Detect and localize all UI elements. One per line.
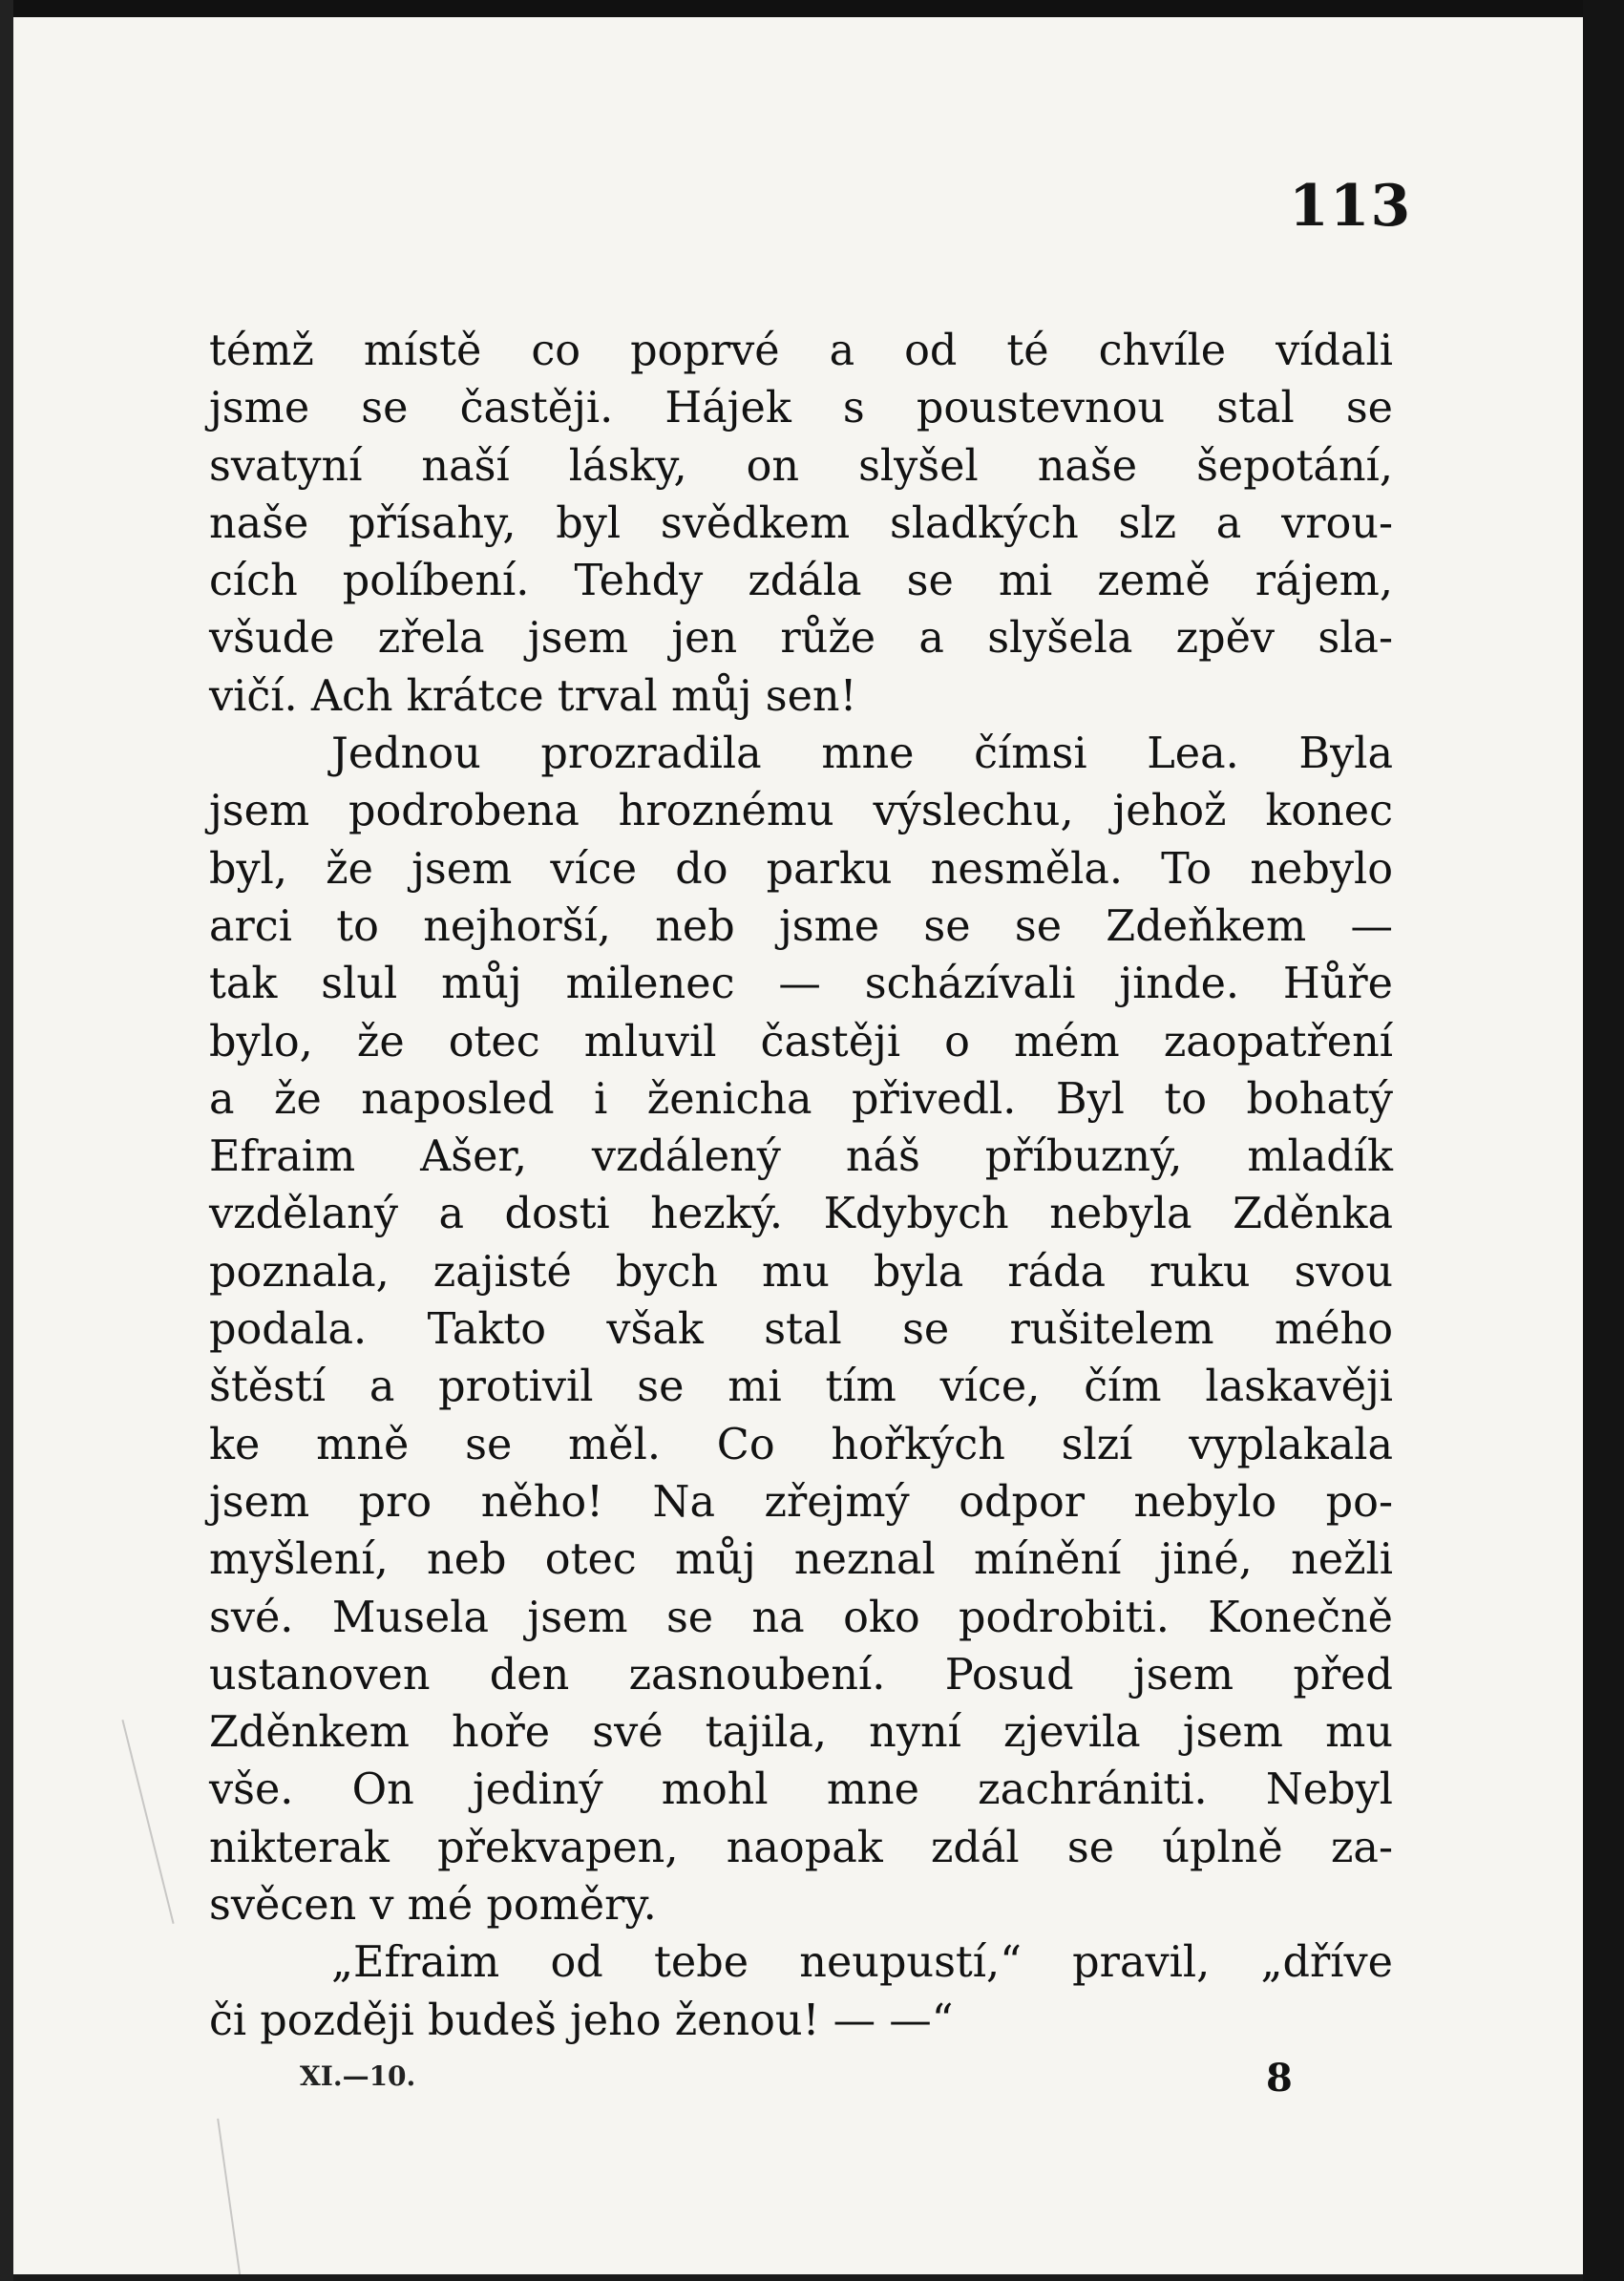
text-line: myšlení, neb otec můj neznal mínění jiné, nežli bbox=[209, 1535, 1393, 1585]
text-line: témž místě co poprvé a od té chvíle vídali bbox=[209, 327, 1393, 375]
text-line: vičí. Ach krátce trval můj sen! bbox=[209, 671, 857, 721]
page-number: 113 bbox=[1289, 173, 1412, 240]
text-line: svatyní naší lásky, on slyšel naše šepotání, bbox=[209, 441, 1393, 491]
scan-top-edge bbox=[0, 0, 1624, 17]
text-line: ustanoven den zasnoubení. Posud jsem před bbox=[209, 1650, 1393, 1700]
text-line: arci to nejhorší, neb jsme se se Zdeňkem — bbox=[209, 901, 1393, 951]
text-line: bylo, že otec mluvil častěji o mém zaopatření bbox=[209, 1017, 1393, 1067]
scan-right-edge bbox=[1583, 0, 1624, 2281]
text-line: poznala, zajisté bych mu byla ráda ruku svou bbox=[209, 1247, 1393, 1297]
text-line: svěcen v mé poměry. bbox=[209, 1881, 657, 1931]
text-line: všude zřela jsem jen růže a slyšela zpěv sla- bbox=[209, 614, 1393, 664]
text-line: jsme se častěji. Hájek s poustevnou stal se bbox=[209, 384, 1393, 433]
scan-scratch-mark bbox=[121, 1720, 174, 1924]
text-line: Efraim Ašer, vzdálený náš příbuzný, mladík bbox=[209, 1132, 1393, 1182]
text-line: podala. Takto však stal se rušitelem mého bbox=[209, 1305, 1393, 1355]
text-line: jsem podrobena hroznému výslechu, jehož konec bbox=[209, 787, 1393, 836]
text-line: „Efraim od tebe neupustí,“ pravil, „dříve bbox=[331, 1938, 1393, 1988]
text-line: naše přísahy, byl svědkem sladkých slz a vrou- bbox=[209, 498, 1393, 548]
text-line: byl, že jsem více do parku nesměla. To nebylo bbox=[209, 844, 1393, 894]
text-line: cích políbení. Tehdy zdála se mi země rájem, bbox=[209, 557, 1393, 606]
text-line: vzdělaný a dosti hezký. Kdybych nebyla Zděnka bbox=[209, 1190, 1393, 1239]
text-line: Zděnkem hoře své tajila, nyní zjevila jsem mu bbox=[209, 1708, 1393, 1758]
printer-signature: XI.—10. bbox=[300, 2060, 416, 2092]
text-line: Jednou prozradila mne čímsi Lea. Byla bbox=[331, 729, 1393, 779]
text-line: tak slul můj milenec — scházívali jinde. Hůře bbox=[209, 960, 1393, 1009]
text-line: a že naposled i ženicha přivedl. Byl to bohatý bbox=[209, 1074, 1393, 1124]
text-line: své. Musela jsem se na oko podrobiti. Konečně bbox=[209, 1593, 1393, 1642]
sheet-number: 8 bbox=[1266, 2056, 1293, 2101]
text-line: či později budeš jeho ženou! — —“ bbox=[209, 1996, 954, 2045]
text-line: vše. On jediný mohl mne zachrániti. Nebyl bbox=[209, 1765, 1393, 1815]
scan-left-edge bbox=[0, 0, 13, 2281]
text-line: nikterak překvapen, naopak zdál se úplně za- bbox=[209, 1823, 1393, 1872]
book-page bbox=[13, 17, 1583, 2274]
scan-scratch-mark bbox=[217, 2119, 242, 2274]
text-line: jsem pro něho! Na zřejmý odpor nebylo po- bbox=[209, 1477, 1393, 1527]
text-line: ke mně se měl. Co hořkých slzí vyplakala bbox=[209, 1420, 1393, 1469]
text-line: štěstí a protivil se mi tím více, čím laskavěji bbox=[209, 1362, 1393, 1412]
body-text bbox=[209, 323, 1393, 2050]
